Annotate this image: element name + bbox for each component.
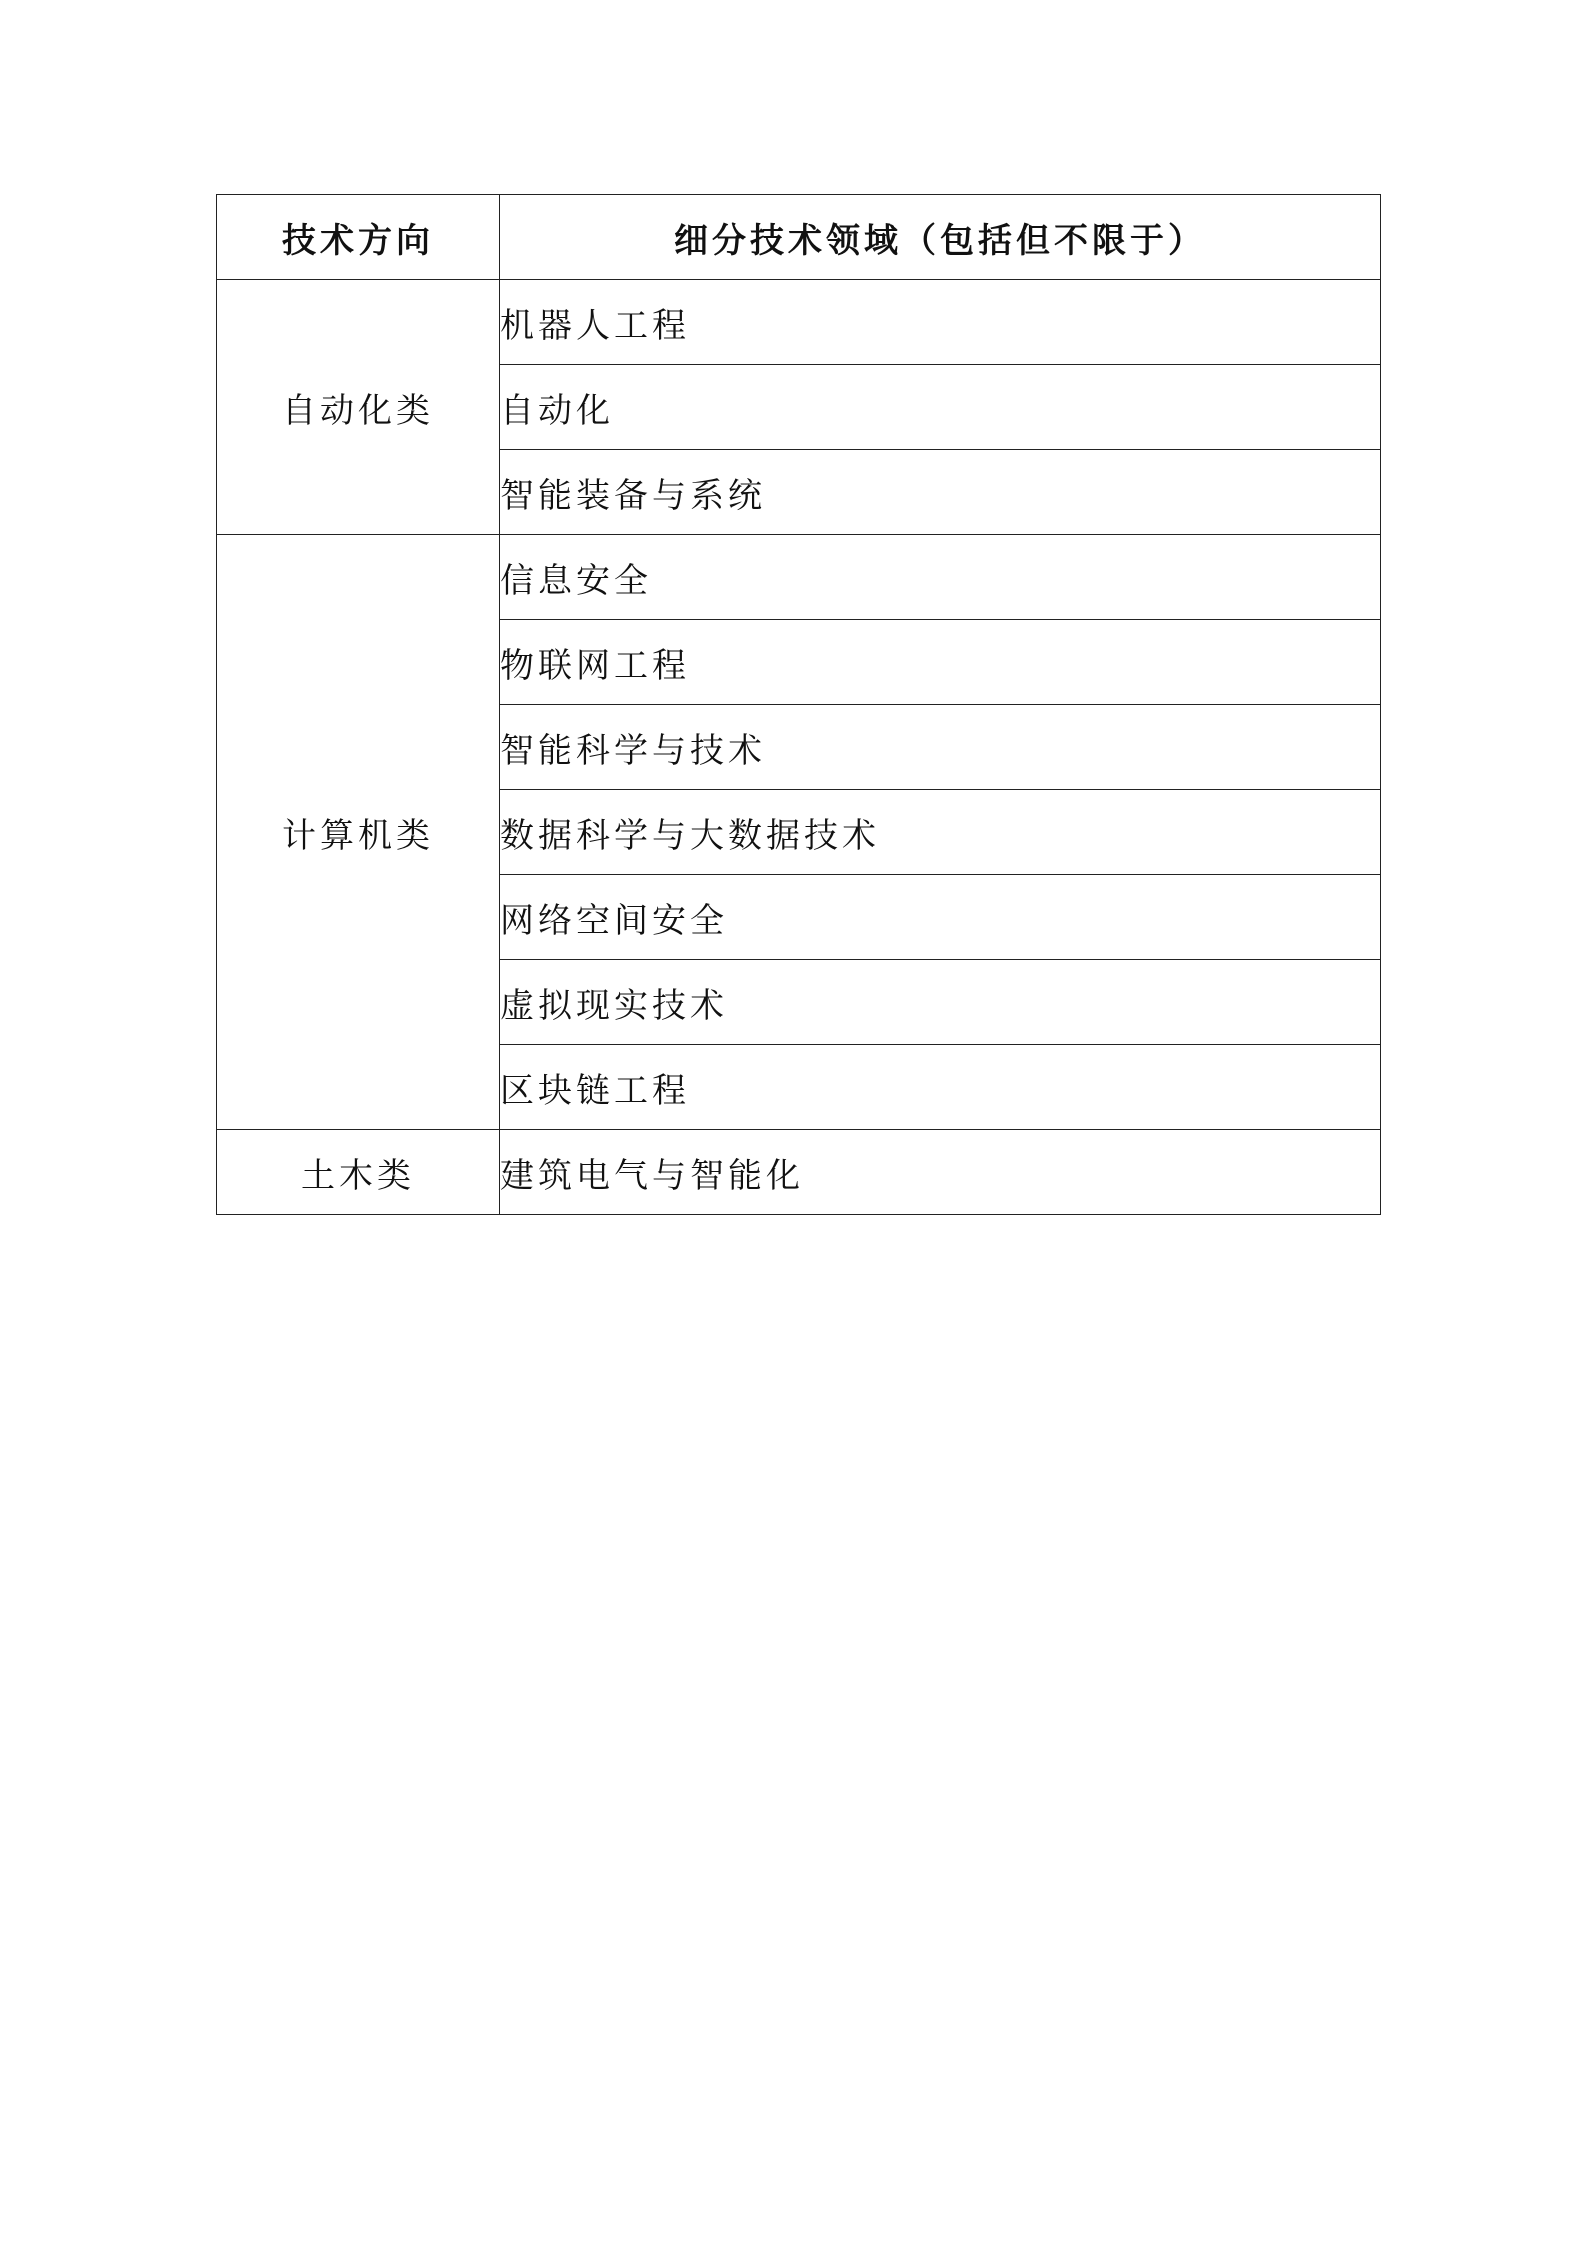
direction-cell-automation: 自动化类 bbox=[217, 280, 500, 535]
header-tech-direction: 技术方向 bbox=[217, 195, 500, 280]
direction-cell-civil: 土木类 bbox=[217, 1130, 500, 1215]
tech-direction-table bbox=[216, 194, 1381, 1215]
table-row bbox=[217, 535, 1381, 620]
field-cell: 网络空间安全 bbox=[500, 875, 1381, 960]
field-cell: 物联网工程 bbox=[500, 620, 1381, 705]
field-cell: 智能装备与系统 bbox=[500, 450, 1381, 535]
field-cell: 数据科学与大数据技术 bbox=[500, 790, 1381, 875]
direction-cell-computer: 计算机类 bbox=[217, 535, 500, 1130]
field-cell: 建筑电气与智能化 bbox=[500, 1130, 1381, 1215]
field-cell: 智能科学与技术 bbox=[500, 705, 1381, 790]
field-cell: 自动化 bbox=[500, 365, 1381, 450]
table-row bbox=[217, 280, 1381, 365]
header-sub-fields: 细分技术领域（包括但不限于） bbox=[500, 195, 1381, 280]
field-cell: 虚拟现实技术 bbox=[500, 960, 1381, 1045]
field-cell: 信息安全 bbox=[500, 535, 1381, 620]
table-header-row bbox=[217, 195, 1381, 280]
table-row bbox=[217, 1130, 1381, 1215]
field-cell: 区块链工程 bbox=[500, 1045, 1381, 1130]
field-cell: 机器人工程 bbox=[500, 280, 1381, 365]
